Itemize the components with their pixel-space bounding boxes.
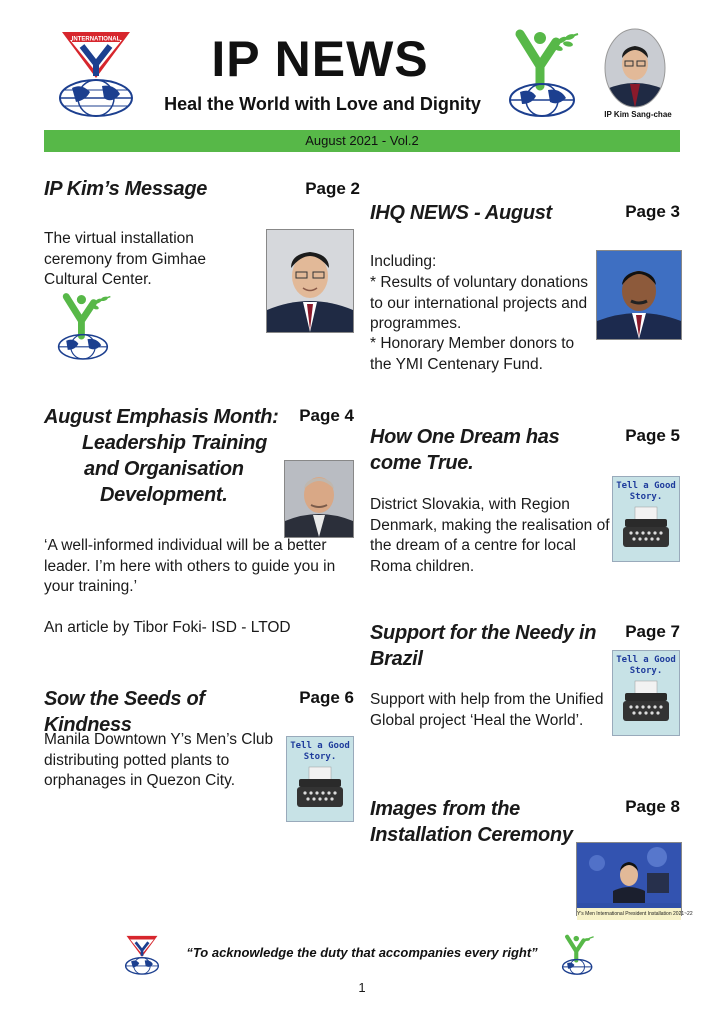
- tibor-foki-photo: [284, 460, 354, 538]
- ihq-news-line2: * Results of voluntary donations to our international projects and programmes.: [370, 274, 588, 332]
- installation-banner: Y's Men International President Installation 2021~22: [577, 908, 681, 920]
- ip-message-page-link[interactable]: Page 2: [305, 179, 360, 198]
- y-olive-branch-small-logo: [54, 292, 118, 362]
- typewriter-icon: [287, 763, 353, 821]
- tell-a-good-story-card-page6: [286, 736, 354, 822]
- footer-y-olive-logo: [560, 934, 598, 976]
- brazil-heading[interactable]: Support for the Needy in Brazil: [370, 622, 597, 670]
- story-card-line2: Story.: [629, 666, 663, 676]
- ip-message-text: The virtual installation ceremony from Gimhae Cultural Center.: [44, 230, 206, 288]
- story-card-line2: Story.: [629, 492, 663, 502]
- tell-a-good-story-card-page7: [612, 650, 680, 736]
- kindness-heading[interactable]: Sow the Seeds of Kindness: [44, 688, 205, 736]
- newsletter-tagline: Heal the World with Love and Dignity: [164, 94, 481, 114]
- dream-page-link[interactable]: Page 5: [625, 426, 680, 445]
- story-card-line1: Tell a Good: [616, 655, 676, 665]
- issue-date: August 2021 - Vol.2: [305, 133, 419, 148]
- emphasis-heading-line4: Development.: [100, 484, 228, 506]
- ihq-news-line3: * Honorary Member donors to the YMI Centenary Fund.: [370, 335, 575, 373]
- images-page-link[interactable]: Page 8: [625, 797, 680, 816]
- ys-men-international-logo: [52, 28, 140, 120]
- tell-a-good-story-card-page5: [612, 476, 680, 562]
- emphasis-quote: ‘A well-informed individual will be a better leader. I’m here with others to guide you in your training.’: [44, 537, 336, 595]
- emphasis-page-link[interactable]: Page 4: [299, 406, 354, 425]
- typewriter-icon: [613, 503, 679, 561]
- ip-message-heading[interactable]: IP Kim’s Message: [44, 178, 208, 200]
- story-card-line1: Tell a Good: [616, 481, 676, 491]
- emphasis-heading-line2: Leadership Training: [82, 432, 268, 454]
- ihq-news-page-link[interactable]: Page 3: [625, 202, 680, 221]
- ip-portrait-photo: [604, 28, 666, 108]
- ip-kim-photo: [266, 229, 354, 333]
- brazil-page-link[interactable]: Page 7: [625, 622, 680, 641]
- dream-text: District Slovakia, with Region Denmark, making the realisation of the dream of a centre for local Roma children.: [370, 496, 610, 575]
- story-card-line2: Story.: [303, 752, 337, 762]
- emphasis-heading-line1[interactable]: August Emphasis Month:: [44, 406, 279, 428]
- ip-portrait-caption: IP Kim Sang-chae: [604, 110, 672, 119]
- svg-text:INTERNATIONAL: INTERNATIONAL: [71, 36, 121, 43]
- kindness-page-link[interactable]: Page 6: [299, 688, 354, 707]
- typewriter-icon: [613, 677, 679, 735]
- images-heading[interactable]: Images from the Installation Ceremony: [370, 798, 573, 846]
- y-olive-branch-logo: [506, 28, 586, 120]
- story-card-line1: Tell a Good: [290, 741, 350, 751]
- ihq-president-photo: [596, 250, 682, 340]
- newsletter-title: IP NEWS: [211, 31, 429, 87]
- brazil-text: Support with help from the Unified Global project ‘Heal the World’.: [370, 691, 604, 729]
- emphasis-heading-line3: and Organisation: [84, 458, 244, 480]
- ihq-news-line1: Including:: [370, 253, 437, 270]
- footer-motto: “To acknowledge the duty that accompanies every right”: [186, 945, 538, 960]
- emphasis-byline: An article by Tibor Foki- ISD - LTOD: [44, 619, 291, 636]
- dream-heading[interactable]: How One Dream has come True.: [370, 426, 560, 474]
- ihq-news-heading[interactable]: IHQ NEWS - August: [370, 202, 552, 224]
- page-number: 1: [358, 980, 366, 995]
- installation-ceremony-photo: [576, 842, 693, 917]
- kindness-text: Manila Downtown Y’s Men’s Club distributing potted plants to orphanages in Quezon City.: [44, 731, 274, 789]
